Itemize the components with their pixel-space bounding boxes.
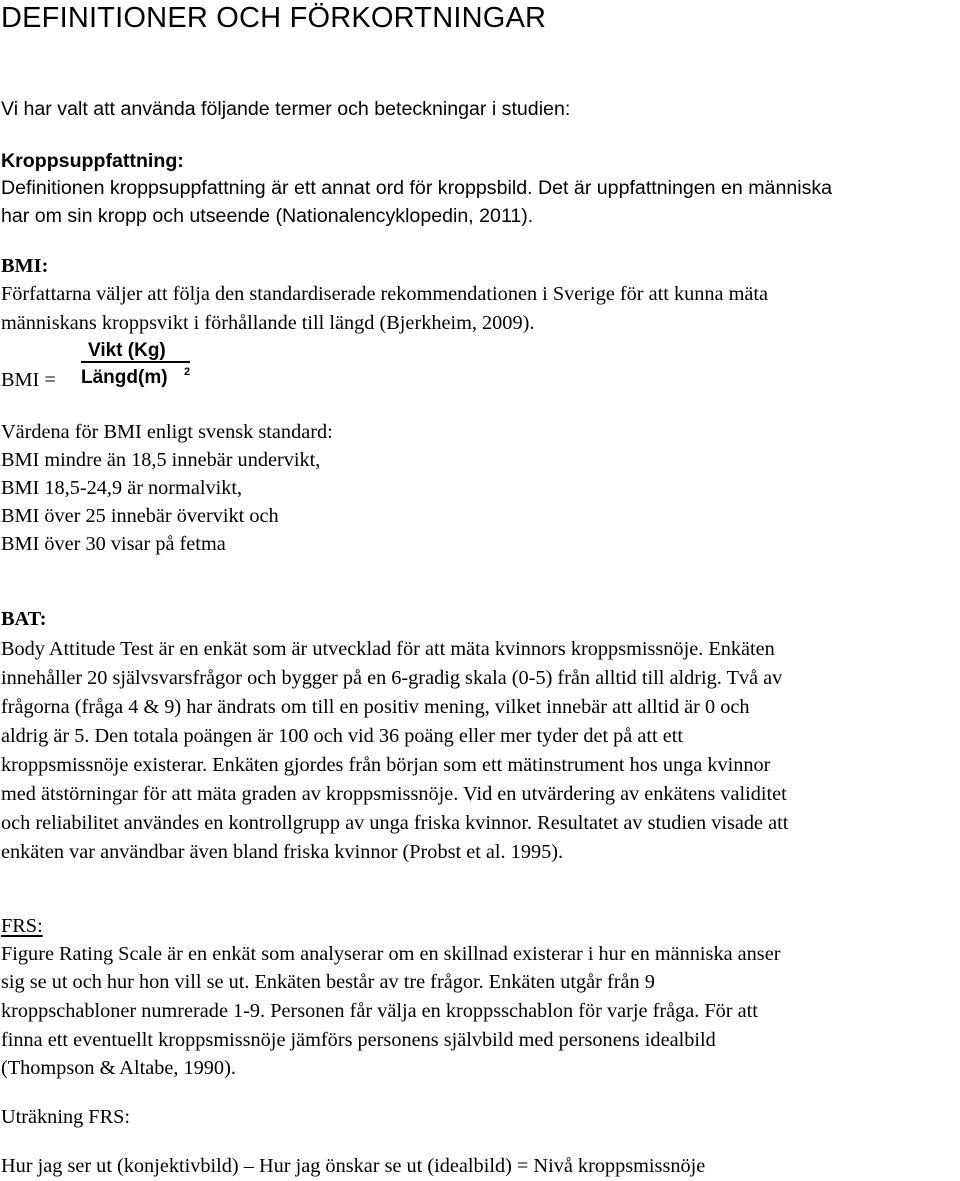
bat-line-6: med ätstörningar för att mäta graden av kroppsmissnöje. Vid en utvärdering av enkätens validitet <box>1 783 787 805</box>
bmi-line-1: Författarna väljer att följa den standardiserade rekommendationen i Sverige för att kunna mäta <box>1 283 769 305</box>
page-title: DEFINITIONER OCH FÖRKORTNINGAR <box>1 2 547 34</box>
bat-heading: BAT: <box>1 608 47 630</box>
bmi-line-2: människans kroppsvikt i förhållande till längd (Bjerkheim, 2009). <box>1 312 535 334</box>
bat-line-5: kroppsmissnöje existerar. Enkäten gjordes från början som ett mätinstrument hos unga kvinnor <box>1 754 771 776</box>
bmi-formula-numerator: Vikt (Kg) <box>88 340 166 361</box>
frs-heading: FRS: <box>1 915 43 937</box>
frs-line-5: (Thompson & Altabe, 1990). <box>1 1057 236 1079</box>
bat-line-2: innehåller 20 självsvarsfrågor och bygger på en 6-gradig skala (0-5) från alltid till aldrig. Två av <box>1 667 783 689</box>
bmi-values-line-1: Värdena för BMI enligt svensk standard: <box>1 421 333 443</box>
kroppsuppfattning-heading: Kroppsuppfattning: <box>1 150 184 172</box>
intro-text: Vi har valt att använda följande termer och beteckningar i studien: <box>1 98 571 120</box>
bmi-values-line-2: BMI mindre än 18,5 innebär undervikt, <box>1 449 321 471</box>
frs-calc-heading: Uträkning FRS: <box>1 1106 131 1128</box>
kroppsuppfattning-line-2: har om sin kropp och utseende (Nationalencyklopedin, 2011). <box>1 205 534 227</box>
bmi-formula-denominator: Längd(m) <box>81 367 168 388</box>
bat-line-3: frågorna (fråga 4 & 9) har ändrats om till en positiv mening, vilket innebär att alltid är 0 och <box>1 696 750 718</box>
bat-line-8: enkäten var användbar även bland friska kvinnor (Probst et al. 1995). <box>1 841 564 863</box>
kroppsuppfattning-line-1: Definitionen kroppsuppfattning är ett annat ord för kroppsbild. Det är uppfattningen en människa <box>1 177 833 199</box>
frs-line-2: sig se ut och hur hon vill se ut. Enkäten består av tre frågor. Enkäten utgår från 9 <box>1 971 655 993</box>
bmi-values-line-5: BMI över 30 visar på fetma <box>1 533 226 555</box>
bat-line-1: Body Attitude Test är en enkät som är utvecklad för att mäta kvinnors kroppsmissnöje. Enkäten <box>1 638 775 660</box>
bmi-heading: BMI: <box>1 255 49 277</box>
bmi-values-line-3: BMI 18,5-24,9 är normalvikt, <box>1 477 243 499</box>
frs-line-3: kroppschabloner numrerade 1-9. Personen får välja en kroppsschablon för varje fråga. För att <box>1 1000 758 1022</box>
bmi-formula <box>80 336 200 392</box>
bmi-formula-label: BMI = <box>1 369 56 391</box>
bat-line-4: aldrig är 5. Den totala poängen är 100 och vid 36 poäng eller mer tyder det på att ett <box>1 725 683 747</box>
frs-calc-formula: Hur jag ser ut (konjektivbild) – Hur jag önskar se ut (idealbild) = Nivå kroppsmissnöje <box>1 1155 706 1177</box>
frs-line-1: Figure Rating Scale är en enkät som analyserar om en skillnad existerar i hur en människa anser <box>1 943 781 965</box>
bmi-formula-exponent: 2 <box>184 366 191 378</box>
frs-line-4: finna ett eventuellt kroppsmissnöje jämförs personens självbild med personens idealbild <box>1 1029 716 1051</box>
bmi-values-line-4: BMI över 25 innebär övervikt och <box>1 505 279 527</box>
bat-line-7: och reliabilitet användes en kontrollgrupp av unga friska kvinnor. Resultatet av studien visade att <box>1 812 789 834</box>
